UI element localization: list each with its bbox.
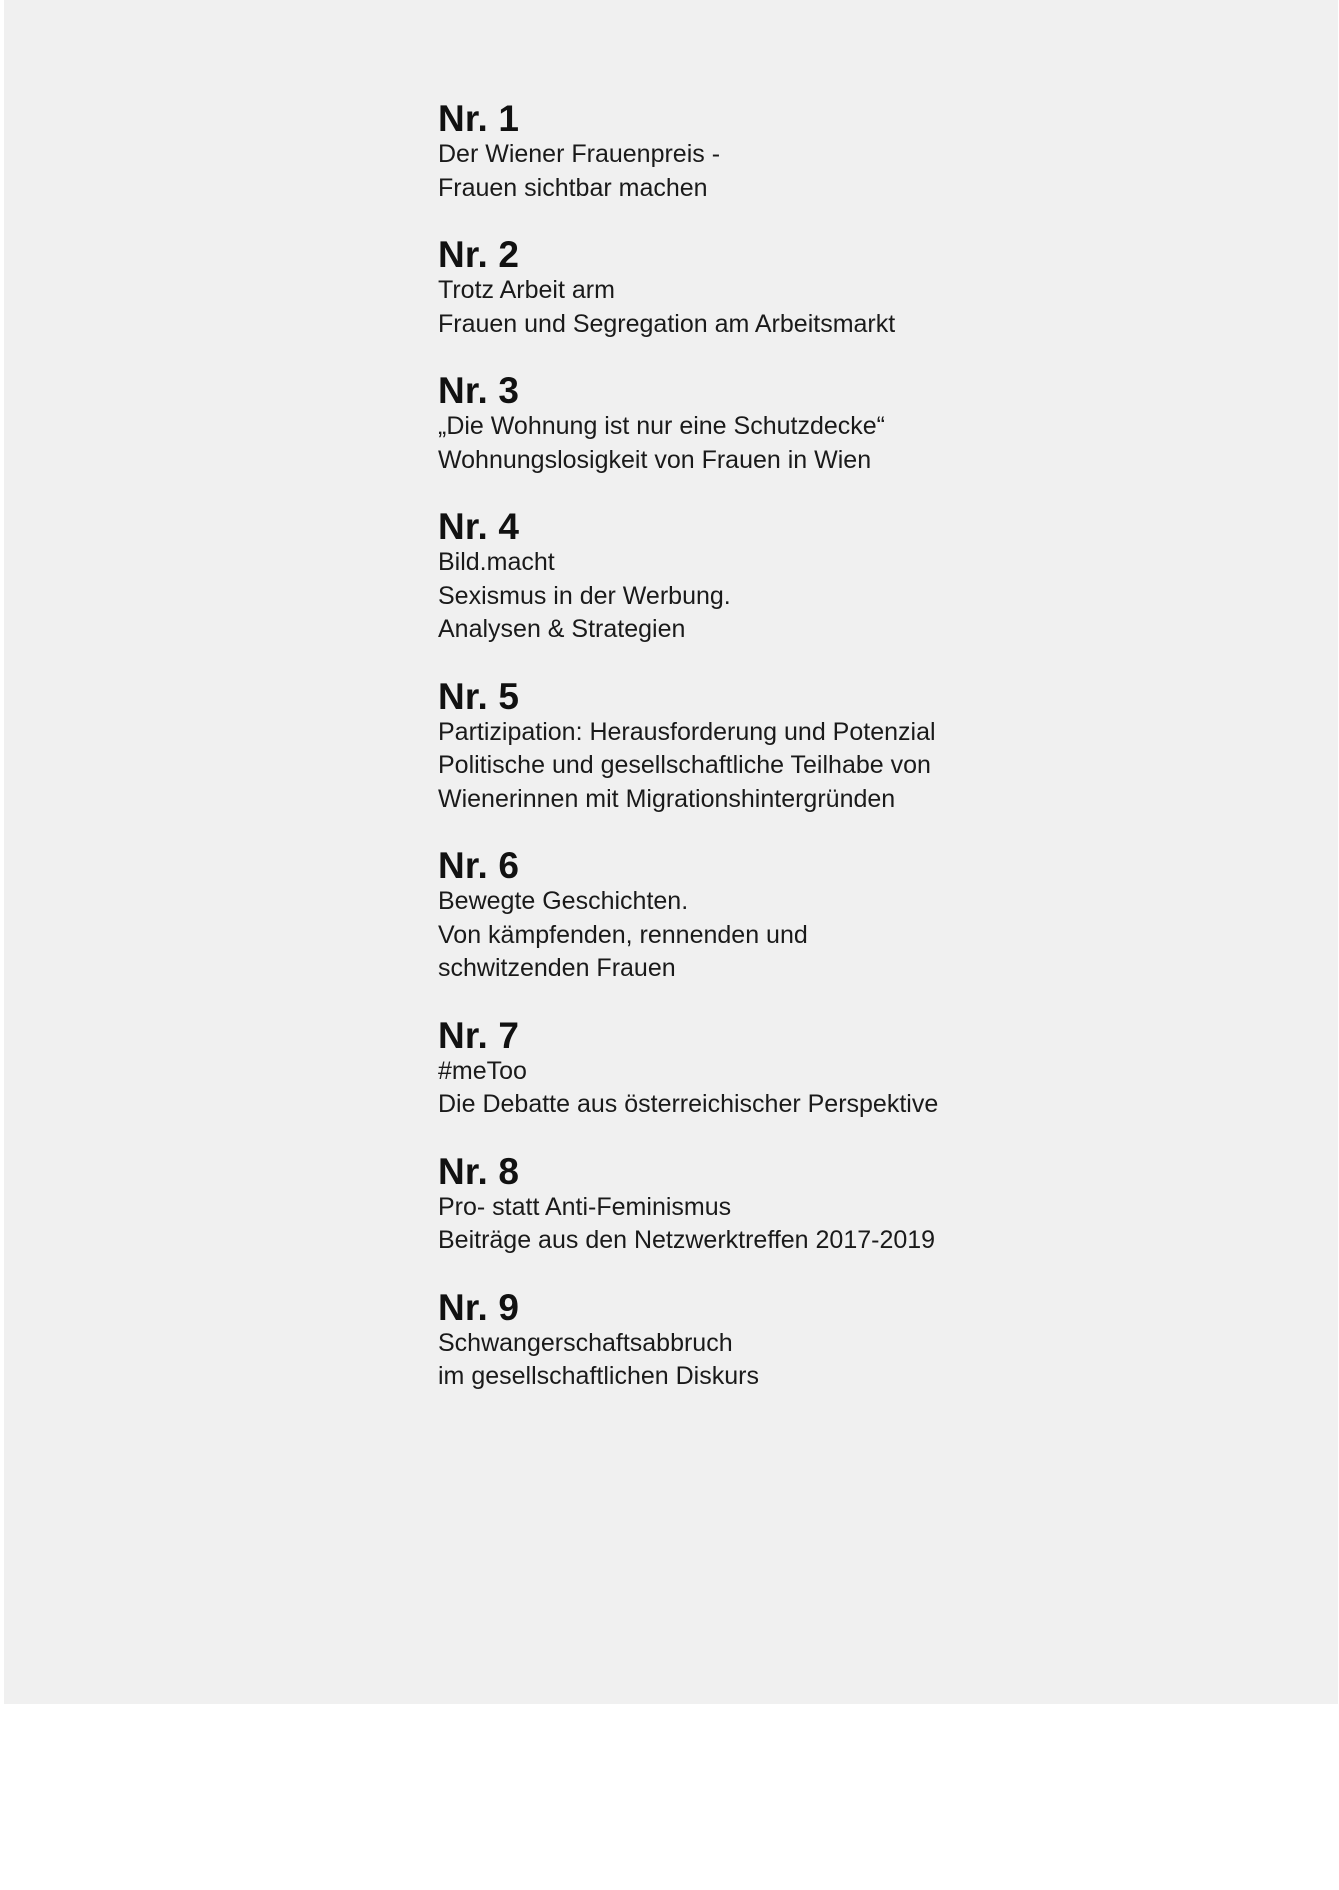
issue-number: Nr. 5 <box>438 675 520 717</box>
issue-title-line: Schwangerschaftsabbruch <box>438 1328 733 1357</box>
issue-title-line: Partizipation: Herausforderung und Potenzial <box>438 717 936 746</box>
issue-number: Nr. 9 <box>438 1286 520 1328</box>
issue-title-line: Frauen und Segregation am Arbeitsmarkt <box>438 309 896 338</box>
issue-title-line: Die Debatte aus österreichischer Perspektive <box>438 1090 939 1118</box>
issue-title-line: schwitzenden Frauen <box>438 954 676 982</box>
issue-title-line: Trotz Arbeit arm <box>438 276 615 304</box>
list-item <box>438 236 1058 341</box>
issue-title-line: Bild.macht <box>438 548 555 576</box>
issue-number: Nr. 1 <box>438 98 520 139</box>
issue-title-line: #meToo <box>438 1056 527 1085</box>
list-item <box>438 100 1058 205</box>
list-item <box>438 508 1058 647</box>
issue-title-line: Von kämpfenden, rennenden und <box>438 920 808 949</box>
issue-title-line: im gesellschaftlichen Diskurs <box>438 1362 759 1390</box>
issue-title-line: Wohnungslosigkeit von Frauen in Wien <box>438 445 872 474</box>
publication-list <box>438 100 1058 1425</box>
list-item <box>438 1150 1058 1258</box>
issue-number: Nr. 7 <box>438 1014 520 1056</box>
issue-title-line: Der Wiener Frauenpreis - <box>438 140 721 168</box>
issue-title-line: Wienerinnen mit Migrationshintergründen <box>438 784 896 813</box>
issue-number: Nr. 3 <box>438 370 520 411</box>
issue-title-line: Sexismus in der Werbung. <box>438 581 731 610</box>
list-item <box>438 1014 1058 1122</box>
page-panel <box>4 0 1338 1704</box>
issue-title-line: Analysen & Strategien <box>438 615 686 643</box>
issue-title-line: Frauen sichtbar machen <box>438 173 708 202</box>
issue-title-line: „Die Wohnung ist nur eine Schutzdecke“ <box>438 412 885 440</box>
issue-number: Nr. 4 <box>438 506 520 547</box>
issue-title-line: Pro- statt Anti-Feminismus <box>438 1192 732 1221</box>
issue-title-line: Politische und gesellschaftliche Teilhabe von <box>438 751 931 779</box>
list-item <box>438 847 1058 986</box>
issue-number: Nr. 2 <box>438 234 520 275</box>
list-item <box>438 372 1058 477</box>
list-item <box>438 1286 1058 1394</box>
issue-title-line: Beiträge aus den Netzwerktreffen 2017-2019 <box>438 1226 936 1254</box>
issue-number: Nr. 8 <box>438 1150 520 1192</box>
issue-number: Nr. 6 <box>438 845 520 886</box>
issue-title-line: Bewegte Geschichten. <box>438 887 689 915</box>
list-item <box>438 675 1058 817</box>
